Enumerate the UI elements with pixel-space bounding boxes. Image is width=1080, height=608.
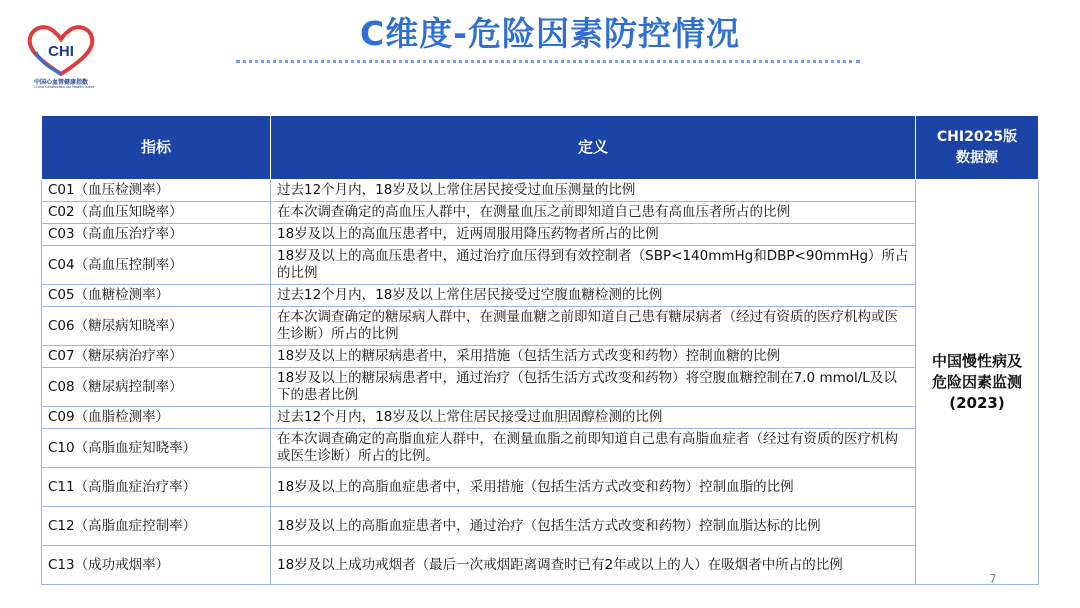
indicator-cell: C09（血脂检测率） xyxy=(42,407,271,429)
definition-cell: 18岁及以上的糖尿病患者中，采用措施（包括生活方式改变和药物）控制血糖的比例 xyxy=(271,346,916,368)
indicator-cell: C04（高血压控制率） xyxy=(42,246,271,285)
page-number: 7 xyxy=(989,572,997,586)
table-row xyxy=(42,346,1039,368)
table-row xyxy=(42,429,1039,468)
heart-logo-icon xyxy=(26,22,96,78)
definition-cell: 18岁及以上的高脂血症患者中，通过治疗（包括生活方式改变和药物）控制血脂达标的比例 xyxy=(271,507,916,546)
source-text: 中国慢性病及 危险因素监测 (2023) xyxy=(931,351,1022,412)
table-row xyxy=(42,407,1039,429)
header-indicator: 指标 xyxy=(42,116,271,180)
header-source xyxy=(916,116,1039,180)
table-row xyxy=(42,368,1039,407)
definition-cell: 18岁及以上成功戒烟者（最后一次戒烟距离调查时已有2年或以上的人）在吸烟者中所占的比例 xyxy=(271,546,916,585)
indicator-cell: C03（高血压治疗率） xyxy=(42,224,271,246)
definition-cell: 在本次调查确定的糖尿病人群中，在测量血糖之前即知道自己患有糖尿病者（经过有资质的医疗机构或医生诊断）所占的比例 xyxy=(271,307,916,346)
definition-cell: 18岁及以上的糖尿病患者中，通过治疗（包括生活方式改变和药物）将空腹血糖控制在7.0 mmol/L及以下的患者比例 xyxy=(271,368,916,407)
table-row xyxy=(42,307,1039,346)
indicator-cell: C07（糖尿病治疗率） xyxy=(42,346,271,368)
table-row xyxy=(42,180,1039,202)
table-row xyxy=(42,546,1039,585)
indicator-cell: C12（高脂血症控制率） xyxy=(42,507,271,546)
indicator-cell: C06（糖尿病知晓率） xyxy=(42,307,271,346)
indicator-cell: C11（高脂血症治疗率） xyxy=(42,468,271,507)
table-row xyxy=(42,246,1039,285)
table-row xyxy=(42,224,1039,246)
definition-cell: 在本次调查确定的高脂血症人群中，在测量血脂之前即知道自己患有高脂血症者（经过有资质的医疗机构或医生诊断）所占的比例。 xyxy=(271,429,916,468)
source-cell xyxy=(916,180,1039,585)
definition-cell: 过去12个月内，18岁及以上常住居民接受过空腹血糖检测的比例 xyxy=(271,285,916,307)
definition-cell: 在本次调查确定的高血压人群中，在测量血压之前即知道自己患有高血压者所占的比例 xyxy=(271,202,916,224)
indicator-cell: C02（高血压知晓率） xyxy=(42,202,271,224)
indicator-cell: C10（高脂血症知晓率） xyxy=(42,429,271,468)
definition-cell: 18岁及以上的高脂血症患者中，采用措施（包括生活方式改变和药物）控制血脂的比例 xyxy=(271,468,916,507)
indicator-cell: C05（血糖检测率） xyxy=(42,285,271,307)
table-row xyxy=(42,468,1039,507)
indicator-cell: C08（糖尿病控制率） xyxy=(42,368,271,407)
logo-text: CHI xyxy=(48,43,74,60)
page-title: C维度-危险因素防控情况 xyxy=(360,14,740,53)
header-definition: 定义 xyxy=(271,116,916,180)
header-source-text: CHI2025版 数据源 xyxy=(936,128,1018,166)
logo-name-en: China Cardiovascular Health Index xyxy=(34,85,95,89)
table-row xyxy=(42,507,1039,546)
table-row xyxy=(42,285,1039,307)
table-row xyxy=(42,202,1039,224)
definition-cell: 过去12个月内，18岁及以上常住居民接受过血压测量的比例 xyxy=(271,180,916,202)
indicator-table xyxy=(41,115,1038,585)
definition-cell: 18岁及以上的高血压患者中，近两周服用降压药物者所占的比例 xyxy=(271,224,916,246)
definition-cell: 18岁及以上的高血压患者中，通过治疗血压得到有效控制者（SBP<140mmHg和DBP<90mmHg）所占的比例 xyxy=(271,246,916,285)
logo-name-cn: 中国心血管健康指数 xyxy=(34,79,89,86)
table-header-row xyxy=(42,116,1039,180)
title-divider xyxy=(236,60,860,63)
definition-cell: 过去12个月内，18岁及以上常住居民接受过血胆固醇检测的比例 xyxy=(271,407,916,429)
indicator-cell: C01（血压检测率） xyxy=(42,180,271,202)
indicator-cell: C13（成功戒烟率） xyxy=(42,546,271,585)
